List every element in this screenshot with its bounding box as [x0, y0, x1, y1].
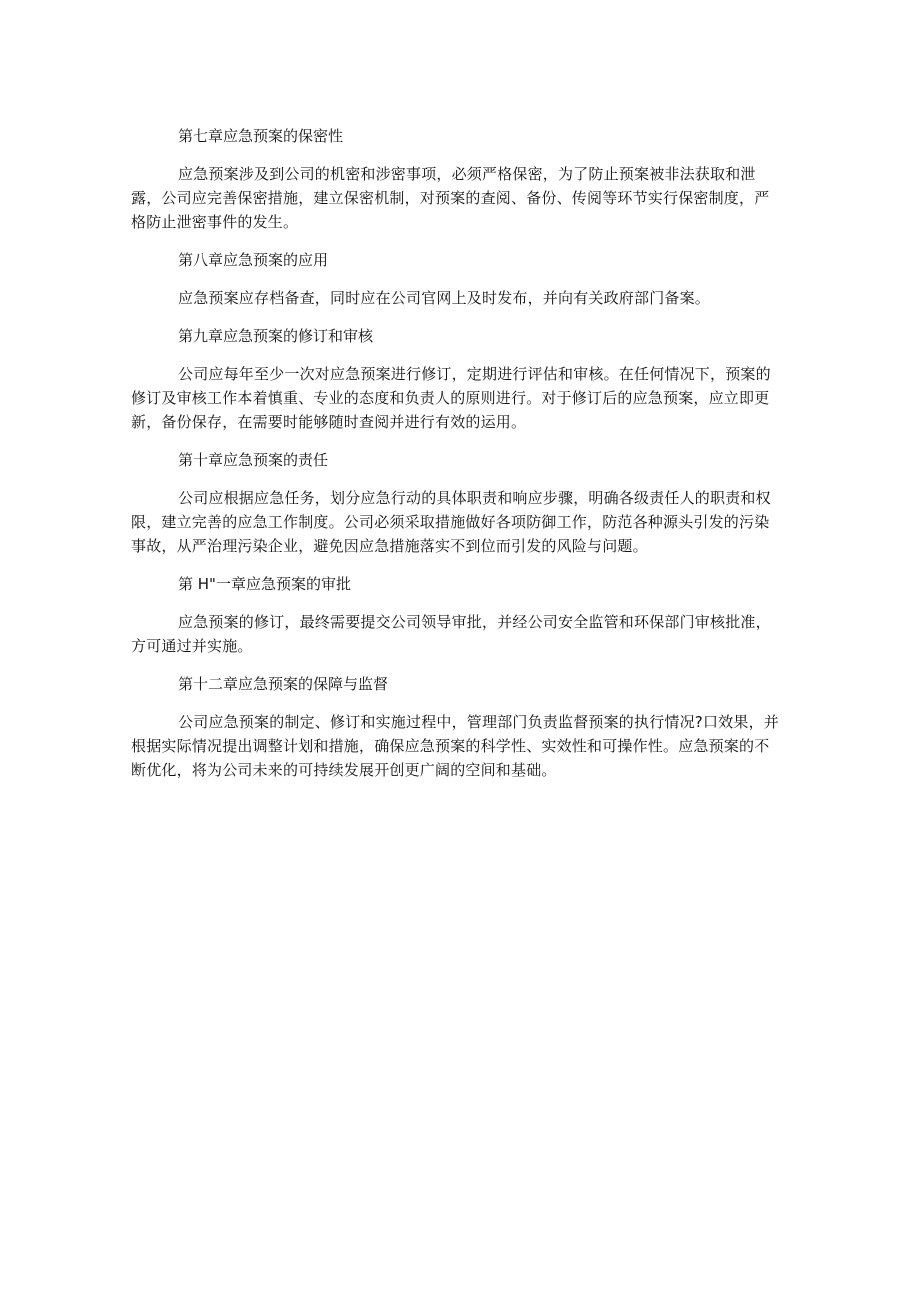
section-paragraph: 应急预案涉及到公司的机密和涉密事项，必须严格保密，为了防止预案被非法获取和泄 露，公司应完善保密措施，建立保密机制，对预案的查阅、备份、传阅等环节实行保密制度，严 格防止泄密事件的发生。 — [131, 165, 770, 231]
section-heading: 第八章应急预案的应用 — [178, 251, 329, 269]
section-heading: 第 H"一章应急预案的审批 — [178, 575, 351, 593]
section-paragraph: 应急预案的修订，最终需要提交公司领导审批，并经公司安全监管和环保部门审核批准， 方可通过并实施。 — [131, 613, 771, 655]
section-chapter-9 — [131, 324, 791, 434]
section-paragraph: 公司应根据应急任务，划分应急行动的具体职责和响应步骤，明确各级责任人的职责和权 限，建立完善的应急工作制度。公司必须采取措施做好各项防御工作，防范各种源头引发的污染 事故，从严治理污染企业，避免因应急措施落实不到位而引发的风险与问题。 — [131, 489, 771, 555]
section-chapter-11 — [131, 572, 791, 658]
section-chapter-7 — [131, 124, 791, 234]
section-heading: 第七章应急预案的保密性 — [178, 127, 344, 145]
section-chapter-10 — [131, 448, 791, 558]
section-heading: 第九章应急预案的修订和审核 — [178, 327, 374, 345]
section-paragraph: 公司应急预案的制定、修订和实施过程中，管理部门负责监督预案的执行情况?口效果，并 根据实际情况提出调整计划和措施，确保应急预案的科学性、实效性和可操作性。应急预案的不 断优化，将为公司未来的可持续发展开创更广阔的空间和基础。 — [131, 713, 779, 779]
section-chapter-8 — [131, 248, 791, 310]
section-paragraph: 应急预案应存档备查，同时应在公司官网上及时发布，并向有关政府部门备案。 — [178, 289, 711, 307]
section-heading: 第十章应急预案的责任 — [178, 451, 329, 469]
document-body — [131, 124, 791, 796]
section-heading: 第十二章应急预案的保障与监督 — [178, 675, 389, 693]
section-paragraph: 公司应每年至少一次对应急预案进行修订，定期进行评估和审核。在任何情况下，预案的 修订及审核工作本着慎重、专业的态度和负责人的原则进行。对于修订后的应急预案，应立即更 新，备份保存，在需要时能够随时查阅并进行有效的运用。 — [131, 365, 771, 431]
section-chapter-12 — [131, 672, 791, 782]
